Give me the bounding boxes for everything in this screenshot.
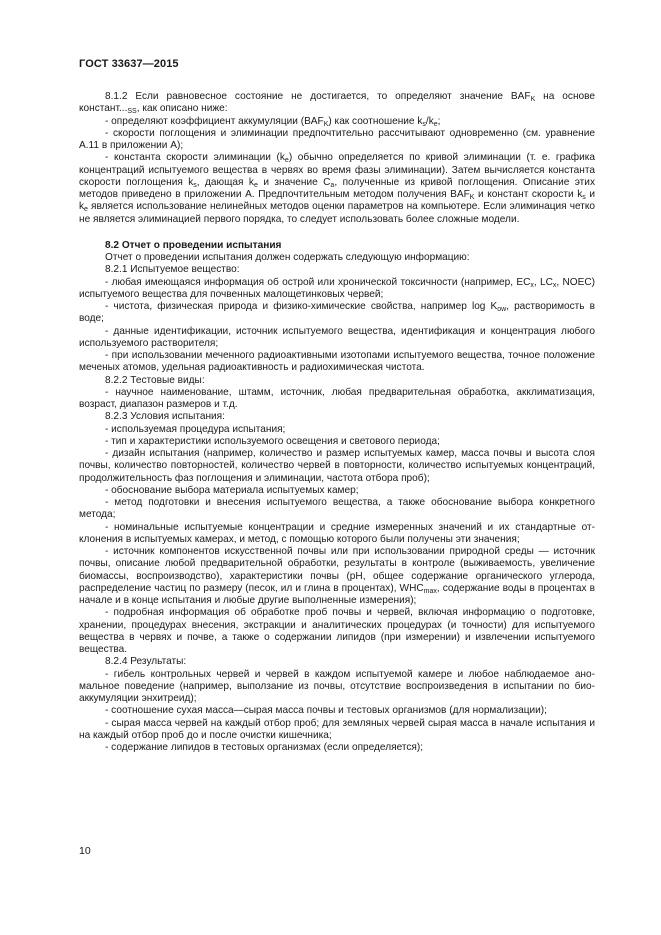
list-item: - метод подготовки и внесения испытуемого вещества, а также обоснование выбора конкретного метода; [79,497,595,521]
section-heading: 8.2 Отчет о проведении испытания [105,239,282,251]
list-item: - чистота, физическая природа и физико-химические свойства, например $\log K_{ow}$, растворимость в воде; [79,301,595,325]
list-item: - гибель контрольных червей и червей в каждом испытуемой камере и любое наблюдаемое аномальное поведение (например, выползание из почвы, отсутствие воспроизведения в испытании по биоаккумуляции энхитреид); [79,668,595,704]
paragraph: - константа скорости элиминации $(k_e)$ обычно определяется по кривой элиминации (т. е. графика концентраций испытуемого вещества в червях во время фазы элиминации). Затем вычисляется константа скорости поглощения $k_s$, дающая $k_e$ и значение $C_a$, полученные из кривой поглощения. Описание этих методов приведено в приложении А. Предпочтительным методом получения $BAF_K$ и констант скорости $k_s$ и $k_e$ является использование нелинейных методов оценки параметров на компьютере. Если элиминация четко не является элиминацией первого порядка, то следует использовать более сложные модели. [79,152,595,225]
paragraph: - определяют коэффициент аккумуляции $(BAF_K)$ как соотношение $k_s/k_e$; [105,115,441,128]
document-header: ГОСТ 33637—2015 [79,58,179,70]
list-item: - при использовании меченного радиоактивными изотопами испытуемого вещества, точное положение меченых атомов, удельная радиоактивность и радиохимическая чистота. [79,350,595,374]
list-item: - любая имеющаяся информация об острой или хронической токсичности (например, $EC_x$, $LC_x$, NOEC) испытуемого вещества для почвенных малощетинковых червей; [79,276,596,300]
page-number: 10 [79,845,91,857]
list-item: - данные идентификации, источник испытуемого вещества, идентификация и концентрация любого используемого растворителя; [79,325,595,349]
list-item: - тип и характеристики используемого освещения и светового периода; [105,435,440,447]
list-item: - соотношение сухая масса—сырая масса почвы и тестовых организмов (для нормализации); [105,705,547,717]
paragraph: Отчет о проведении испытания должен содержать следующую информацию: [105,252,470,263]
subsection-heading: 8.2.4 Результаты: [105,656,187,668]
list-item: - обоснование выбора материала испытуемых камер; [105,484,359,496]
document-body [79,91,595,754]
list-item: - научное наименование, штамм, источник, любая предварительная обработка, акклиматизация, возраст, диапазон размеров и т.д. [79,386,595,410]
list-item: - дизайн испытания (например, количество и размер испытуемых камер, масса почвы и высота слоя почвы, количество повторностей, количество червей в повторности, количество испытуемых концентраций, продолжительность фаз поглощения и элиминации, частота отбора проб); [79,448,595,484]
list-item: - источник компонентов искусственной почвы или при использовании природной среды — источник почвы, описание любой предварительной обработки, результаты в контроле (выживаемость, увеличение биомассы, воспроизводство), характеристики почвы (pH, общее содержание органического углерода, распределение частиц по размеру (песок, ил и глина в процентах), $WHC_{max}$, содержание воды в процентах в начале и в конце испытания и любые другие выполненные измерения); [79,546,595,606]
subsection-heading: 8.2.2 Тестовые виды: [105,374,205,386]
list-item: - используемая процедура испытания; [105,423,286,435]
subsection-heading: 8.2.1 Испытуемое вещество: [105,264,240,276]
list-item: - сырая масса червей на каждый отбор проб; для земляных червей сырая масса в начале испытания и на каждый отбор проб до и после очистки кишечника; [79,717,595,741]
paragraph: - скорости поглощения и элиминации предпочтительно рассчитывают одновременно (см. уравнение А.11 в приложении А); [79,127,595,151]
list-item: - содержание липидов в тестовых организмах (если определяется); [105,742,424,753]
paragraph: 8.1.2 Если равновесное состояние не достигается, то определяют значение $BAF_K$ на основе $констант..._{SS}$, как описано ниже: [79,91,595,116]
list-item: - подробная информация об обработке проб почвы и червей, включая информацию о подготовке, хранении, процедурах внесения, экстракции и аналитических процедурах (и точности) для испытуемого вещества в червях и почве, а также о содержании липидов (при измерении) и извлечении испытуемого вещества. [79,607,595,655]
list-item: - номинальные испытуемые концентрации и средние измеренных значений и их стандартные отклонения в испытуемых камерах, и метод, с помощью которого были получены эти значения; [79,521,595,545]
subsection-heading: 8.2.3 Условия испытания: [105,411,225,423]
